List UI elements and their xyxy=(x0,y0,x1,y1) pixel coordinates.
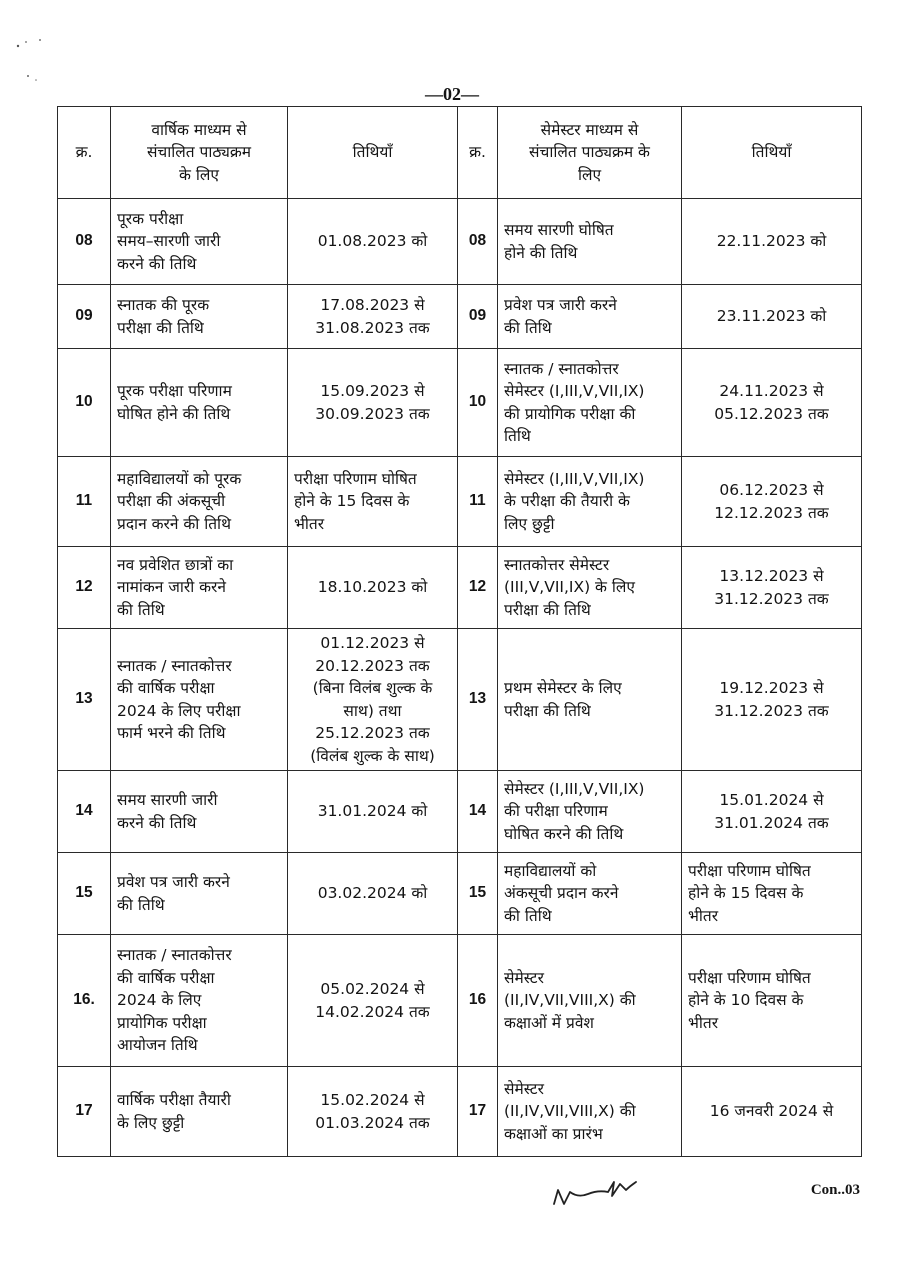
annual-event-dates: 31.01.2024 को xyxy=(288,771,458,853)
semester-event-dates: 06.12.2023 से 12.12.2023 तक xyxy=(682,457,862,547)
annual-event-dates: 17.08.2023 से 31.08.2023 तक xyxy=(288,285,458,349)
semester-event-dates: 13.12.2023 से 31.12.2023 तक xyxy=(682,547,862,629)
annual-serial-number: 11 xyxy=(58,457,111,547)
annual-serial-number: 16. xyxy=(58,935,111,1067)
table-row xyxy=(58,285,862,349)
header-dates-semester: तिथियाँ xyxy=(682,107,862,199)
annual-event-description: पूरक परीक्षा समय–सारणी जारी करने की तिथि xyxy=(111,199,288,285)
semester-serial-number: 17 xyxy=(458,1067,498,1157)
semester-event-description: स्नातक / स्नातकोत्तर सेमेस्टर (I,III,V,VII,IX) की प्रायोगिक परीक्षा की तिथि xyxy=(498,349,682,457)
semester-event-description: स्नातकोत्तर सेमेस्टर (III,V,VII,IX) के लिए परीक्षा की तिथि xyxy=(498,547,682,629)
semester-serial-number: 10 xyxy=(458,349,498,457)
table-row xyxy=(58,457,862,547)
continuation-note: Con..03 xyxy=(810,1182,860,1198)
semester-event-dates: 16 जनवरी 2024 से xyxy=(682,1067,862,1157)
table-row xyxy=(58,199,862,285)
annual-event-dates: परीक्षा परिणाम घोषित होने के 15 दिवस के भीतर xyxy=(288,457,458,547)
annual-event-dates: 18.10.2023 को xyxy=(288,547,458,629)
semester-event-dates: 24.11.2023 से 05.12.2023 तक xyxy=(682,349,862,457)
annual-serial-number: 13 xyxy=(58,629,111,771)
annual-event-description: समय सारणी जारी करने की तिथि xyxy=(111,771,288,853)
annual-event-dates: 01.12.2023 से 20.12.2023 तक (बिना विलंब शुल्क के साथ) तथा 25.12.2023 तक (विलंब शुल्क के साथ) xyxy=(288,629,458,771)
header-annual-course: वार्षिक माध्यम से संचालित पाठ्यक्रम के लिए xyxy=(111,107,288,199)
annual-event-description: महाविद्यालयों को पूरक परीक्षा की अंकसूची प्रदान करने की तिथि xyxy=(111,457,288,547)
semester-serial-number: 15 xyxy=(458,853,498,935)
annual-serial-number: 15 xyxy=(58,853,111,935)
annual-event-dates: 01.08.2023 को xyxy=(288,199,458,285)
annual-serial-number: 10 xyxy=(58,349,111,457)
header-row xyxy=(58,107,862,199)
semester-event-description: महाविद्यालयों को अंकसूची प्रदान करने की तिथि xyxy=(498,853,682,935)
semester-serial-number: 11 xyxy=(458,457,498,547)
semester-event-description: सेमेस्टर (II,IV,VII,VIII,X) की कक्षाओं का प्रारंभ xyxy=(498,1067,682,1157)
semester-serial-number: 09 xyxy=(458,285,498,349)
semester-event-dates: 22.11.2023 को xyxy=(682,199,862,285)
semester-event-description: सेमेस्टर (I,III,V,VII,IX) की परीक्षा परिणाम घोषित करने की तिथि xyxy=(498,771,682,853)
header-serial-annual: क्र. xyxy=(58,107,111,199)
page-number: —02— xyxy=(425,84,479,104)
table-row xyxy=(58,935,862,1067)
annual-serial-number: 17 xyxy=(58,1067,111,1157)
annual-event-dates: 03.02.2024 को xyxy=(288,853,458,935)
table-row xyxy=(58,629,862,771)
semester-serial-number: 16 xyxy=(458,935,498,1067)
semester-event-description: सेमेस्टर (I,III,V,VII,IX) के परीक्षा की तैयारी के लिए छुट्टी xyxy=(498,457,682,547)
schedule-body xyxy=(58,199,862,1157)
semester-event-dates: 23.11.2023 को xyxy=(682,285,862,349)
semester-event-dates: परीक्षा परिणाम घोषित होने के 15 दिवस के भीतर xyxy=(682,853,862,935)
header-dates-annual: तिथियाँ xyxy=(288,107,458,199)
annual-event-description: स्नातक की पूरक परीक्षा की तिथि xyxy=(111,285,288,349)
annual-event-dates: 15.02.2024 से 01.03.2024 तक xyxy=(288,1067,458,1157)
header-semester-course: सेमेस्टर माध्यम से संचालित पाठ्यक्रम के लिए xyxy=(498,107,682,199)
annual-serial-number: 09 xyxy=(58,285,111,349)
semester-serial-number: 14 xyxy=(458,771,498,853)
annual-event-description: वार्षिक परीक्षा तैयारी के लिए छुट्टी xyxy=(111,1067,288,1157)
signature xyxy=(548,1168,648,1218)
semester-event-dates: 19.12.2023 से 31.12.2023 तक xyxy=(682,629,862,771)
annual-serial-number: 14 xyxy=(58,771,111,853)
table-row xyxy=(58,547,862,629)
semester-event-description: प्रथम सेमेस्टर के लिए परीक्षा की तिथि xyxy=(498,629,682,771)
annual-event-description: पूरक परीक्षा परिणाम घोषित होने की तिथि xyxy=(111,349,288,457)
table-row xyxy=(58,349,862,457)
annual-event-dates: 15.09.2023 से 30.09.2023 तक xyxy=(288,349,458,457)
table-row xyxy=(58,771,862,853)
semester-event-dates: परीक्षा परिणाम घोषित होने के 10 दिवस के भीतर xyxy=(682,935,862,1067)
semester-serial-number: 13 xyxy=(458,629,498,771)
semester-event-dates: 15.01.2024 से 31.01.2024 तक xyxy=(682,771,862,853)
annual-event-description: प्रवेश पत्र जारी करने की तिथि xyxy=(111,853,288,935)
annual-serial-number: 08 xyxy=(58,199,111,285)
annual-event-description: नव प्रवेशित छात्रों का नामांकन जारी करने की तिथि xyxy=(111,547,288,629)
table-row xyxy=(58,853,862,935)
annual-event-description: स्नातक / स्नातकोत्तर की वार्षिक परीक्षा 2024 के लिए प्रायोगिक परीक्षा आयोजन तिथि xyxy=(111,935,288,1067)
table-row xyxy=(58,1067,862,1157)
annual-event-description: स्नातक / स्नातकोत्तर की वार्षिक परीक्षा 2024 के लिए परीक्षा फार्म भरने की तिथि xyxy=(111,629,288,771)
semester-serial-number: 08 xyxy=(458,199,498,285)
annual-event-dates: 05.02.2024 से 14.02.2024 तक xyxy=(288,935,458,1067)
annual-serial-number: 12 xyxy=(58,547,111,629)
semester-event-description: प्रवेश पत्र जारी करने की तिथि xyxy=(498,285,682,349)
header-serial-semester: क्र. xyxy=(458,107,498,199)
schedule-table xyxy=(57,106,862,1157)
semester-event-description: सेमेस्टर (II,IV,VII,VIII,X) की कक्षाओं में प्रवेश xyxy=(498,935,682,1067)
semester-event-description: समय सारणी घोषित होने की तिथि xyxy=(498,199,682,285)
scan-specks xyxy=(0,0,80,90)
semester-serial-number: 12 xyxy=(458,547,498,629)
